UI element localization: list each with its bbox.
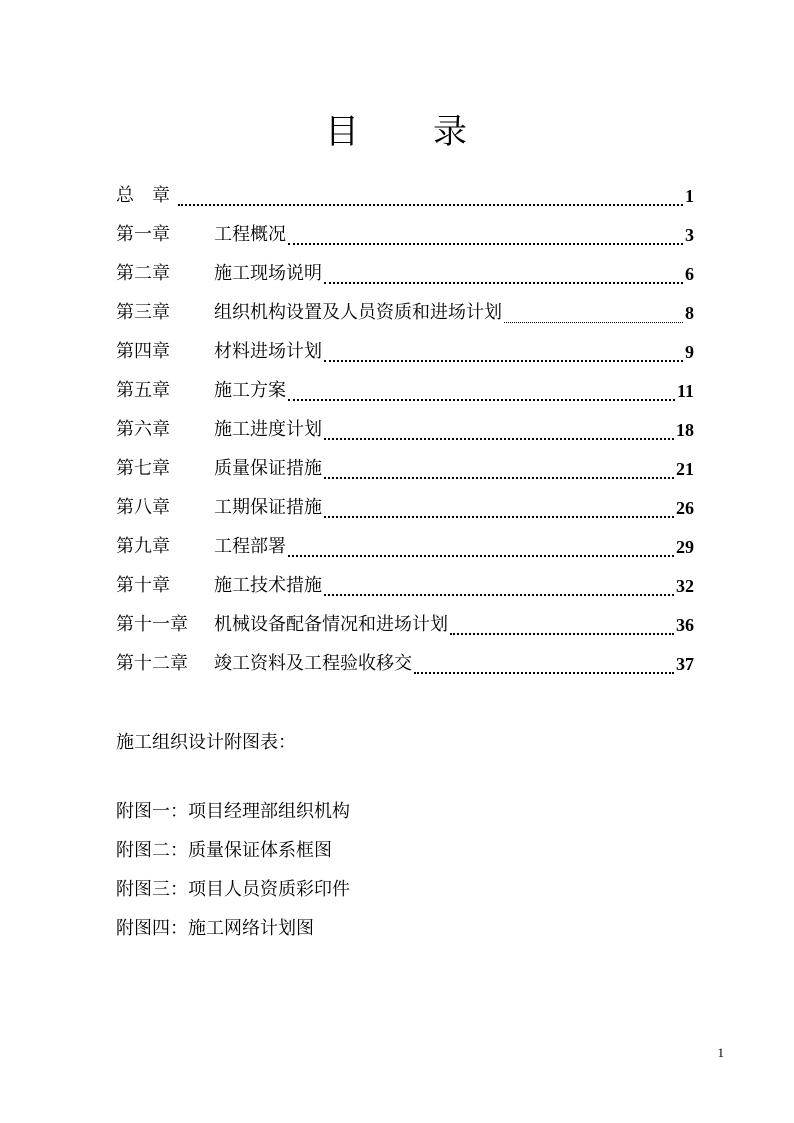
toc-chapter-title: 竣工资料及工程验收移交 <box>214 652 412 674</box>
toc-chapter-title: 工程部署 <box>214 535 286 557</box>
toc-leader-dots <box>414 670 674 674</box>
toc-page-number: 8 <box>685 302 694 323</box>
toc-page-number: 9 <box>685 341 694 362</box>
toc-chapter-title: 质量保证措施 <box>214 457 322 479</box>
toc-leader-dots <box>324 475 674 479</box>
toc-row[interactable] <box>116 371 694 410</box>
page-title <box>0 104 794 153</box>
toc-chapter-title: 材料进场计划 <box>214 340 322 362</box>
toc-chapter-label: 总 章 <box>116 184 170 206</box>
toc-chapter-label: 第九章 <box>116 535 170 557</box>
table-of-contents <box>116 176 694 683</box>
toc-chapter-label: 第三章 <box>116 301 170 323</box>
toc-leader-dots <box>288 241 683 245</box>
toc-page-number: 6 <box>685 263 694 284</box>
page-number: 1 <box>717 1045 724 1060</box>
toc-leader-dots <box>324 514 674 518</box>
toc-page-number: 26 <box>676 497 694 518</box>
toc-chapter-label: 第十章 <box>116 574 170 596</box>
title-char-1: 目 <box>325 112 361 152</box>
toc-page-number: 11 <box>676 380 694 401</box>
toc-row[interactable] <box>116 215 694 254</box>
toc-chapter-label: 第五章 <box>116 379 170 401</box>
toc-leader-dots <box>324 592 674 596</box>
toc-chapter-title: 组织机构设置及人员资质和进场计划 <box>214 301 502 323</box>
toc-leader-dots <box>288 553 674 557</box>
toc-chapter-title: 施工技术措施 <box>214 574 322 596</box>
toc-page-number: 36 <box>676 614 694 635</box>
toc-page-number: 1 <box>685 185 694 206</box>
toc-page-number: 29 <box>676 536 694 557</box>
toc-chapter-label: 第四章 <box>116 340 170 362</box>
appendix-list <box>116 790 616 946</box>
toc-chapter-label: 第八章 <box>116 496 170 518</box>
toc-page-number: 37 <box>676 653 694 674</box>
toc-chapter-label: 第十一章 <box>116 613 188 635</box>
toc-chapter-label: 第六章 <box>116 418 170 440</box>
appendix-item: 附图三：项目人员资质彩印件 <box>116 878 350 900</box>
toc-row[interactable] <box>116 527 694 566</box>
toc-row[interactable] <box>116 449 694 488</box>
toc-leader-dots <box>504 320 683 323</box>
toc-leader-dots <box>324 358 683 362</box>
appendix-item: 附图二：质量保证体系框图 <box>116 839 332 861</box>
toc-row[interactable] <box>116 605 694 644</box>
toc-row[interactable] <box>116 644 694 683</box>
toc-chapter-title: 施工进度计划 <box>214 418 322 440</box>
toc-chapter-title: 机械设备配备情况和进场计划 <box>214 613 448 635</box>
appendix-item: 附图一：项目经理部组织机构 <box>116 800 350 822</box>
toc-page-number: 18 <box>676 419 694 440</box>
toc-row[interactable] <box>116 254 694 293</box>
appendix-heading: 施工组织设计附图表： <box>116 732 296 753</box>
toc-row[interactable] <box>116 176 694 215</box>
toc-leader-dots <box>178 202 683 206</box>
toc-chapter-label: 第二章 <box>116 262 170 284</box>
title-char-2: 录 <box>433 112 469 152</box>
toc-row[interactable] <box>116 566 694 605</box>
toc-chapter-title: 工程概况 <box>214 223 286 245</box>
toc-chapter-label: 第十二章 <box>116 652 188 674</box>
toc-chapter-title: 施工现场说明 <box>214 262 322 284</box>
toc-page-number: 21 <box>676 458 694 479</box>
toc-leader-dots <box>324 280 683 284</box>
toc-leader-dots <box>450 631 674 635</box>
toc-row[interactable] <box>116 293 694 332</box>
appendix-item: 附图四：施工网络计划图 <box>116 917 314 939</box>
toc-chapter-label: 第一章 <box>116 223 170 245</box>
toc-chapter-title: 工期保证措施 <box>214 496 322 518</box>
toc-chapter-label: 第七章 <box>116 457 170 479</box>
toc-page-number: 32 <box>676 575 694 596</box>
toc-page-number: 3 <box>685 224 694 245</box>
toc-leader-dots <box>324 436 674 440</box>
toc-leader-dots <box>288 397 675 401</box>
toc-row[interactable] <box>116 488 694 527</box>
toc-chapter-title: 施工方案 <box>214 379 286 401</box>
toc-row[interactable] <box>116 410 694 449</box>
toc-row[interactable] <box>116 332 694 371</box>
